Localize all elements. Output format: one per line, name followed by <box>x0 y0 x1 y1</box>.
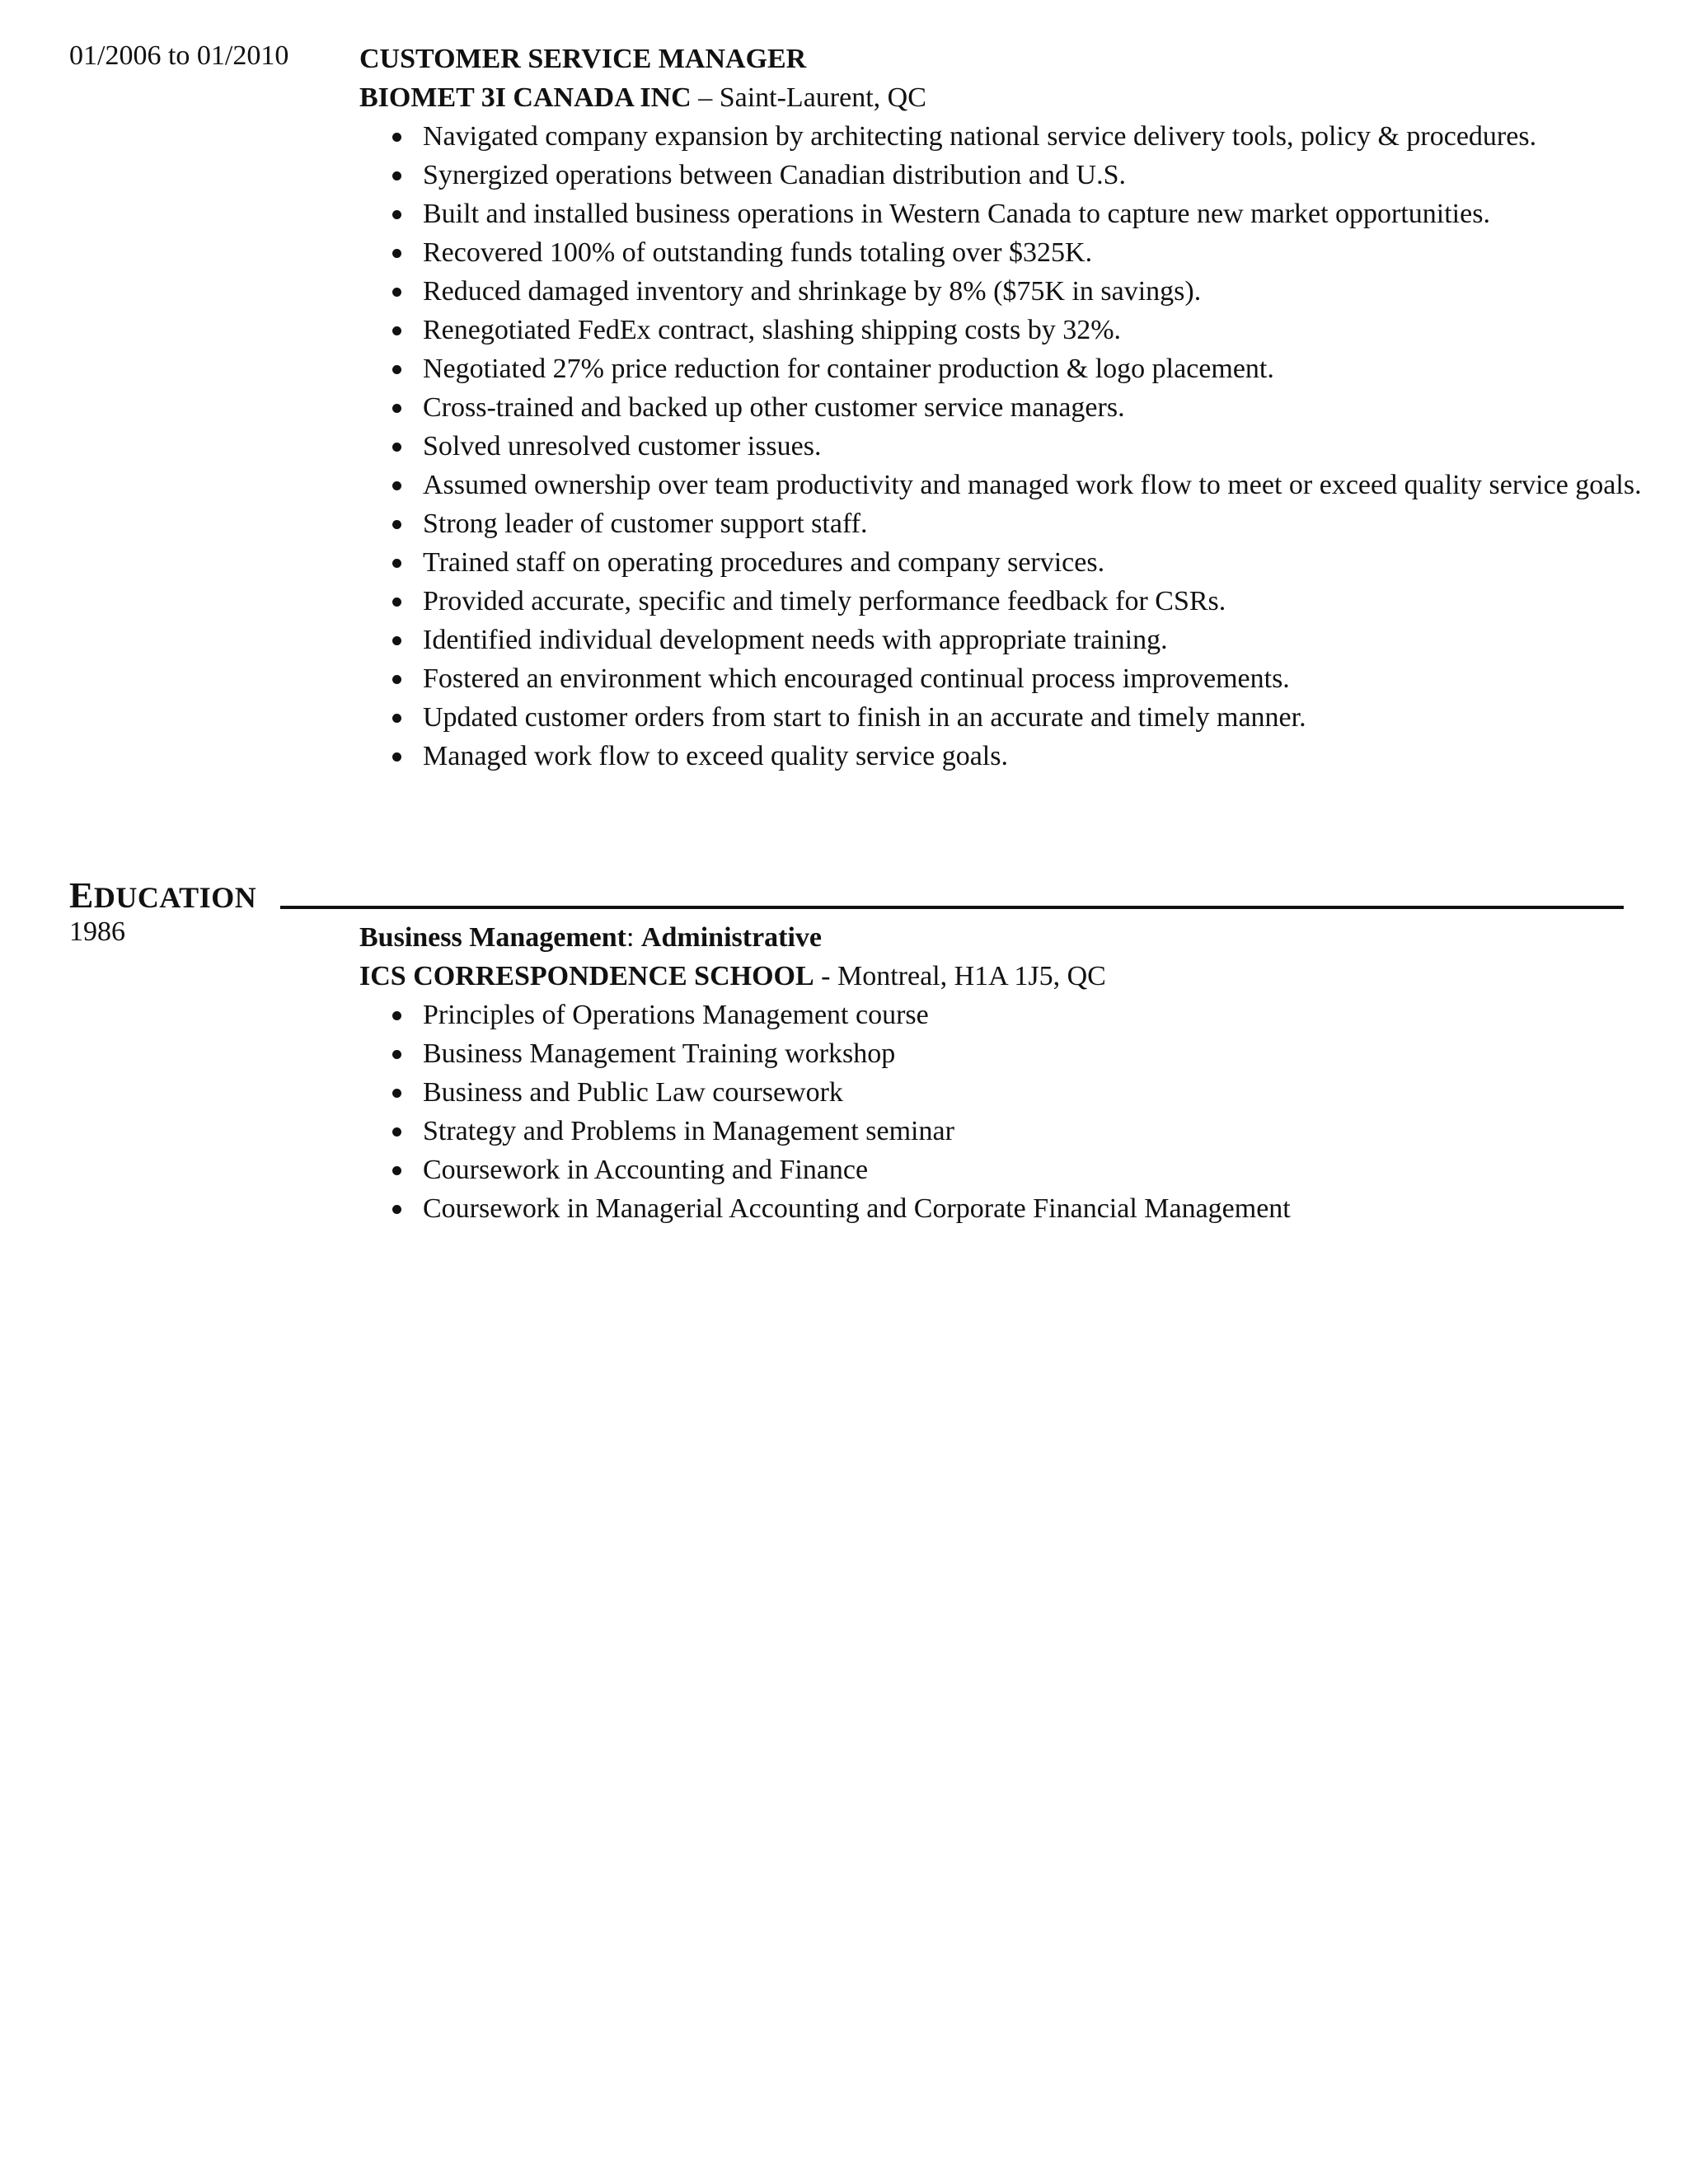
education-year: 1986 <box>69 916 125 947</box>
experience-date-range: 01/2006 to 01/2010 <box>69 40 289 71</box>
list-item: Solved unresolved customer issues. <box>359 427 1645 466</box>
list-item: Navigated company expansion by architecting national service delivery tools, policy & procedures. <box>359 117 1645 156</box>
education-heading <box>69 874 256 916</box>
list-item: Coursework in Managerial Accounting and Corporate Financial Management <box>359 1189 1645 1228</box>
degree-separator: : <box>626 922 641 953</box>
list-item: Trained staff on operating procedures and company services. <box>359 543 1645 582</box>
list-item: Reduced damaged inventory and shrinkage by 8% ($75K in savings). <box>359 272 1645 311</box>
degree-field: Administrative <box>640 922 823 953</box>
school-location: Montreal, H1A 1J5, QC <box>837 961 1106 991</box>
education-heading-initial: E <box>69 875 94 916</box>
school-separator: - <box>814 961 837 991</box>
list-item: Renegotiated FedEx contract, slashing shipping costs by 32%. <box>359 311 1645 349</box>
section-divider <box>280 906 1624 909</box>
list-item: Provided accurate, specific and timely performance feedback for CSRs. <box>359 582 1645 621</box>
list-item: Cross-trained and backed up other customer service managers. <box>359 388 1645 427</box>
degree-name: Business Management <box>359 922 626 953</box>
school-name: ICS CORRESPONDENCE SCHOOL <box>359 961 814 991</box>
company-separator: – <box>691 82 713 113</box>
job-title: CUSTOMER SERVICE MANAGER <box>359 44 807 74</box>
list-item: Built and installed business operations in Western Canada to capture new market opportunities. <box>359 194 1645 233</box>
education-entry <box>359 918 1645 1228</box>
list-item: Business Management Training workshop <box>359 1034 1645 1073</box>
list-item: Principles of Operations Management course <box>359 996 1645 1034</box>
experience-entry <box>359 40 1645 776</box>
company-line <box>359 78 1645 117</box>
list-item: Updated customer orders from start to finish in an accurate and timely manner. <box>359 698 1645 737</box>
list-item: Assumed ownership over team productivity and managed work flow to meet or exceed quality service goals. <box>359 466 1645 504</box>
experience-bullet-list <box>359 117 1645 776</box>
degree-line <box>359 918 1645 957</box>
list-item: Negotiated 27% price reduction for container production & logo placement. <box>359 349 1645 388</box>
school-line <box>359 957 1645 996</box>
list-item: Identified individual development needs with appropriate training. <box>359 621 1645 659</box>
list-item: Recovered 100% of outstanding funds totaling over $325K. <box>359 233 1645 272</box>
education-bullet-list <box>359 996 1645 1228</box>
list-item: Business and Public Law coursework <box>359 1073 1645 1112</box>
education-heading-rest: DUCATION <box>93 881 257 914</box>
list-item: Strong leader of customer support staff. <box>359 504 1645 543</box>
list-item: Synergized operations between Canadian distribution and U.S. <box>359 156 1645 194</box>
list-item: Strategy and Problems in Management seminar <box>359 1112 1645 1151</box>
list-item: Managed work flow to exceed quality service goals. <box>359 737 1645 776</box>
company-location: Saint-Laurent, QC <box>719 82 926 113</box>
list-item: Fostered an environment which encouraged continual process improvements. <box>359 659 1645 698</box>
company-name: BIOMET 3I CANADA INC <box>359 82 692 113</box>
list-item: Coursework in Accounting and Finance <box>359 1151 1645 1189</box>
